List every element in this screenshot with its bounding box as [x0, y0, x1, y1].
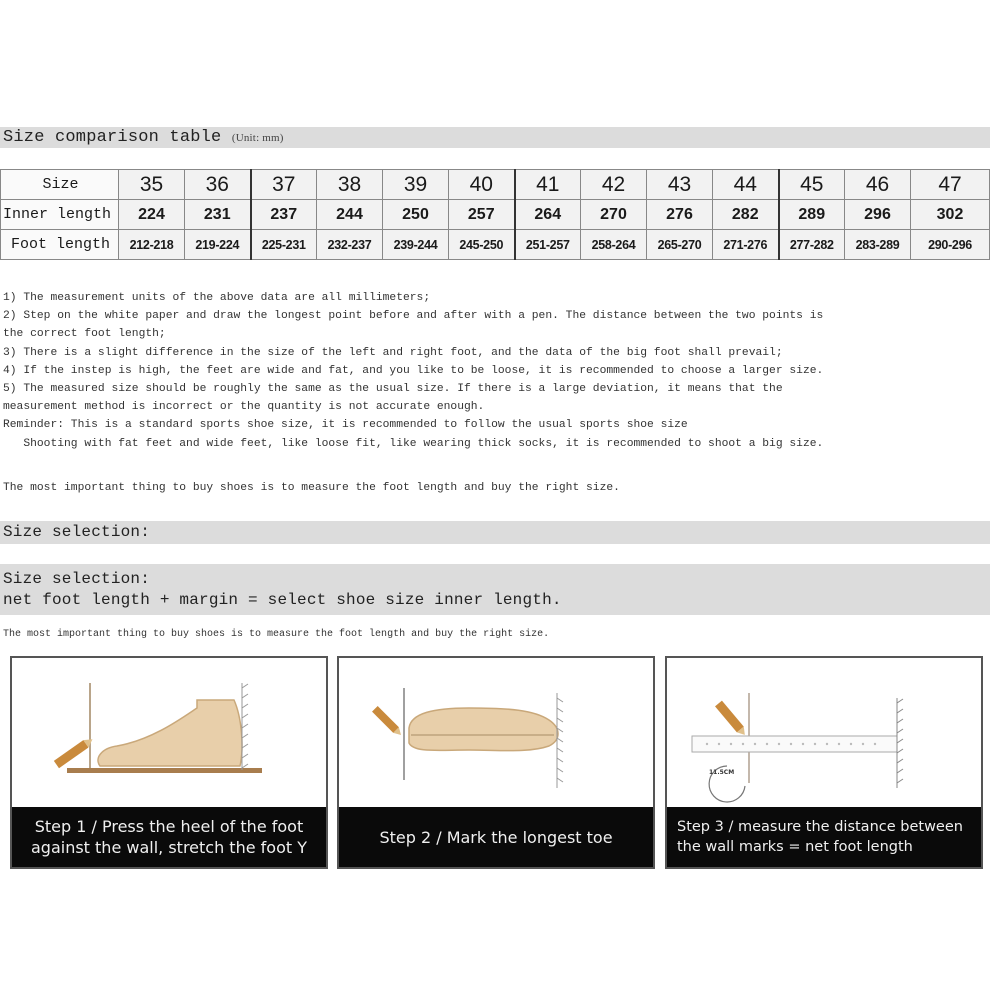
pencil-icon [54, 736, 95, 769]
note-line: 2) Step on the white paper and draw the longest point before and after with a pen. The distance between the two points is [3, 310, 824, 323]
note-line: 4) If the instep is high, the feet are wide and fat, and you like to be loose, it is recommended to choose a larger size. [3, 364, 824, 377]
step-1-panel [10, 656, 328, 869]
row-header-foot-length: Foot length [1, 230, 119, 260]
inner-length-cell: 224 [119, 200, 185, 230]
step-3-caption: Step 3 / measure the distance between the wall marks = net foot length [667, 807, 981, 867]
foot-length-cell: 283-289 [845, 230, 911, 260]
inner-length-cell: 302 [911, 200, 990, 230]
size-cell: 46 [845, 170, 911, 200]
foot-length-cell: 212-218 [119, 230, 185, 260]
pencil-icon [372, 706, 404, 738]
size-row [1, 170, 990, 200]
row-header-size: Size [1, 170, 119, 200]
step-3-panel [665, 656, 983, 869]
size-cell: 41 [515, 170, 581, 200]
size-cell: 39 [383, 170, 449, 200]
size-comparison-title: Size comparison table [3, 128, 222, 147]
size-cell: 40 [449, 170, 515, 200]
foot-length-cell: 271-276 [713, 230, 779, 260]
inner-length-cell: 264 [515, 200, 581, 230]
inner-length-cell: 282 [713, 200, 779, 230]
size-cell: 45 [779, 170, 845, 200]
size-cell: 37 [251, 170, 317, 200]
size-cell: 44 [713, 170, 779, 200]
note-line: the correct foot length; [3, 328, 166, 341]
foot-length-cell: 245-250 [449, 230, 515, 260]
size-formula: net foot length + margin = select shoe size inner length. [3, 591, 562, 609]
row-header-inner-length: Inner length [1, 200, 119, 230]
note-line: Reminder: This is a standard sports shoe size, it is recommended to follow the usual sports shoe size [3, 419, 688, 432]
step-2-caption: Step 2 / Mark the longest toe [339, 807, 653, 867]
measure-distance-illustration [667, 658, 981, 808]
step-2-panel [337, 656, 655, 869]
size-selection-header [0, 521, 990, 544]
inner-length-row [1, 200, 990, 230]
foot-length-cell: 232-237 [317, 230, 383, 260]
note-line: 3) There is a slight difference in the size of the left and right foot, and the data of the big foot shall prevail; [3, 346, 783, 359]
tip-text: The most important thing to buy shoes is to measure the foot length and buy the right size. [3, 482, 620, 494]
inner-length-cell: 276 [647, 200, 713, 230]
inner-length-cell: 250 [383, 200, 449, 230]
foot-length-cell: 277-282 [779, 230, 845, 260]
inner-length-cell: 244 [317, 200, 383, 230]
step-1-caption: Step 1 / Press the heel of the foot against the wall, stretch the foot Y [12, 807, 326, 867]
inner-length-cell: 270 [581, 200, 647, 230]
ruler-measure-label: 11.5CM [709, 769, 735, 776]
foot-length-cell: 219-224 [185, 230, 251, 260]
size-selection-label: Size selection: [3, 570, 151, 588]
note-line: measurement method is incorrect or the quantity is not accurate enough. [3, 401, 485, 414]
size-cell: 38 [317, 170, 383, 200]
foot-length-cell: 239-244 [383, 230, 449, 260]
note-line: 5) The measured size should be roughly the same as the usual size. If there is a large deviation, it means that the [3, 383, 783, 396]
measurement-notes [3, 289, 993, 453]
note-line: 1) The measurement units of the above data are all millimeters; [3, 292, 431, 304]
foot-length-cell: 290-296 [911, 230, 990, 260]
foot-length-cell: 251-257 [515, 230, 581, 260]
foot-length-row [1, 230, 990, 260]
size-comparison-table [0, 169, 990, 260]
pencil-icon [715, 701, 748, 738]
inner-length-cell: 231 [185, 200, 251, 230]
size-cell: 43 [647, 170, 713, 200]
inner-length-cell: 296 [845, 200, 911, 230]
size-cell: 36 [185, 170, 251, 200]
inner-length-cell: 289 [779, 200, 845, 230]
size-cell: 47 [911, 170, 990, 200]
mark-toe-illustration [339, 658, 653, 808]
size-selection-formula-box [0, 564, 990, 615]
foot-length-cell: 265-270 [647, 230, 713, 260]
size-cell: 35 [119, 170, 185, 200]
size-comparison-header [0, 127, 990, 148]
unit-label: (Unit: mm) [231, 132, 284, 144]
note-line: Shooting with fat feet and wide feet, like loose fit, like wearing thick socks, it is recommended to shoot a big size. [3, 437, 824, 450]
tip-text: The most important thing to buy shoes is to measure the foot length and buy the right size. [3, 629, 550, 640]
inner-length-cell: 237 [251, 200, 317, 230]
size-cell: 42 [581, 170, 647, 200]
foot-against-wall-illustration [12, 658, 326, 808]
foot-length-cell: 225-231 [251, 230, 317, 260]
size-selection-title: Size selection: [3, 523, 151, 541]
inner-length-cell: 257 [449, 200, 515, 230]
foot-length-cell: 258-264 [581, 230, 647, 260]
